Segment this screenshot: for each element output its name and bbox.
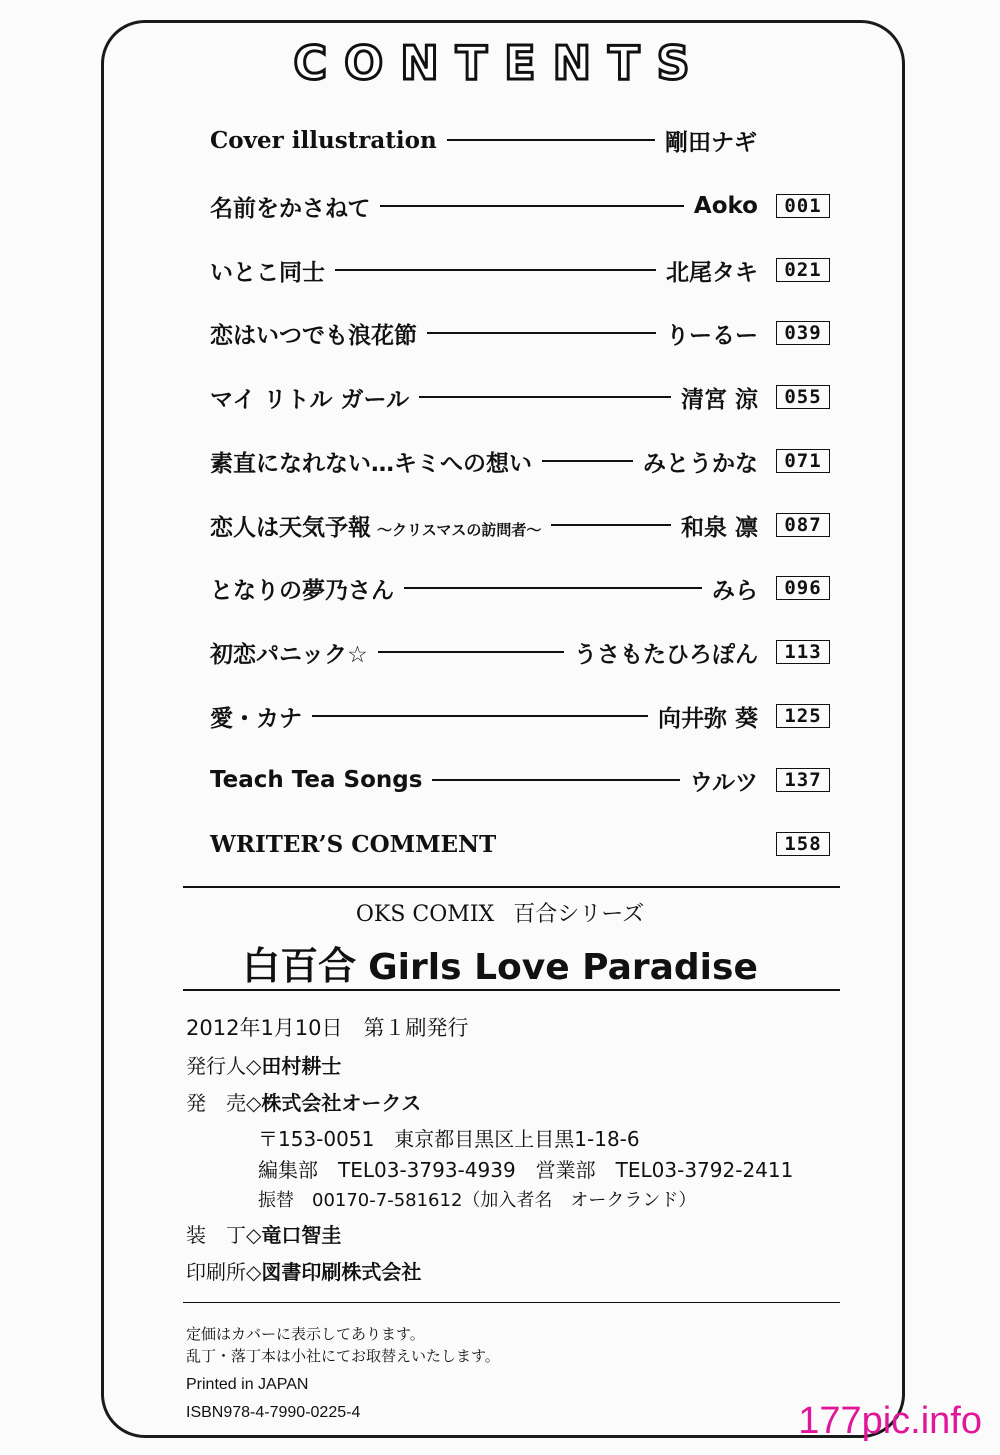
price-note: 定価はカバーに表示してあります。 [186, 1325, 425, 1343]
toc-author: 和泉 凛 [680, 514, 758, 541]
toc-row [210, 762, 830, 798]
toc-title-main: 恋人は天気予報 [210, 514, 371, 541]
toc-row [210, 826, 830, 862]
book-title [0, 935, 1000, 990]
toc-author: 北尾タキ [666, 259, 758, 286]
printed-in: Printed in JAPAN [186, 1376, 309, 1393]
toc-row [210, 188, 830, 224]
toc-page-number: 096 [776, 576, 830, 600]
leader-line [419, 396, 671, 398]
leader-line [380, 205, 683, 207]
toc-page-number: 137 [776, 768, 830, 792]
transfer-account: 振替 00170-7-581612（加入者名 オークランド） [258, 1190, 697, 1211]
divider [183, 1302, 840, 1303]
toc-title: マイ リトル ガール [210, 386, 410, 413]
toc-title: Cover illustration [210, 126, 437, 154]
toc-page-number: 158 [776, 832, 830, 856]
toc-page-number: 001 [776, 194, 830, 218]
designer-name: 竜口智圭 [261, 1223, 342, 1247]
printer-label: 印刷所◇ [186, 1260, 262, 1284]
toc-title: Teach Tea Songs [210, 767, 423, 793]
divider [183, 886, 840, 888]
toc-page-number: 087 [776, 513, 830, 537]
publication-date: 2012年1月10日 第１刷発行 [186, 1016, 469, 1040]
toc-title: WRITER’S COMMENT [210, 830, 497, 858]
publisher-label: 発行人◇ [186, 1054, 262, 1078]
watermark: 177pic.info [798, 1400, 982, 1442]
toc-author: 剛田ナギ [665, 129, 757, 156]
leader-line [427, 332, 656, 334]
toc-row [210, 315, 830, 351]
toc-row [210, 698, 830, 734]
leader-line [335, 269, 656, 271]
series-name: 百合シリーズ [513, 902, 645, 927]
toc-author: 向井弥 葵 [657, 705, 758, 732]
toc-subtitle: ～クリスマスの訪問者～ [377, 520, 542, 539]
toc-author: みとうかな [643, 450, 758, 477]
toc-row [210, 379, 830, 415]
leader-line [404, 587, 702, 589]
toc-title: 恋はいつでも浪花節 [210, 322, 417, 349]
series-line [0, 897, 1000, 928]
toc-row [210, 634, 830, 670]
toc-title: となりの夢乃さん [210, 577, 394, 604]
printer-name: 図書印刷株式会社 [261, 1260, 422, 1284]
toc-row [210, 570, 830, 606]
series-label: OKS COMIX [355, 902, 495, 927]
leader-line [551, 524, 671, 526]
toc-row [210, 122, 830, 158]
toc-page-number: 113 [776, 640, 830, 664]
toc-title: いとこ同士 [210, 259, 325, 286]
leader-line [432, 779, 679, 781]
toc-page-number: 125 [776, 704, 830, 728]
toc-title: 愛・カナ [210, 705, 302, 732]
toc-author: ウルツ [689, 769, 758, 796]
printer-line [186, 1256, 421, 1285]
toc-title: 名前をかさねて [210, 195, 371, 222]
seller-label: 発 売◇ [186, 1091, 262, 1115]
toc-title [210, 509, 541, 542]
contents-heading: CONTENTS [293, 36, 707, 90]
leader-line [378, 651, 564, 653]
seller-name: 株式会社オークス [261, 1091, 422, 1115]
seller-line [186, 1087, 421, 1116]
toc-row [210, 252, 830, 288]
toc-page-number: 039 [776, 321, 830, 345]
toc-page-number: 021 [776, 258, 830, 282]
book-title-jp: 白百合 [242, 944, 357, 988]
address: 〒153-0051 東京都目黒区上目黒1-18-6 [258, 1127, 640, 1151]
toc-author: うさもたひろぽん [574, 641, 758, 668]
toc-row [210, 507, 830, 543]
toc-author: 清宮 涼 [680, 386, 758, 413]
leader-line [542, 460, 633, 462]
leader-line [312, 715, 648, 717]
toc-author: みら [712, 577, 758, 604]
exchange-note: 乱丁・落丁本は小社にてお取替えいたします。 [186, 1347, 500, 1365]
toc-title: 初恋パニック☆ [210, 641, 368, 668]
design-line [186, 1219, 341, 1248]
toc-page-number: 055 [776, 385, 830, 409]
isbn: ISBN978-4-7990-0225-4 [186, 1404, 361, 1421]
book-title-en: Girls Love Paradise [368, 947, 758, 988]
publisher-line [186, 1050, 341, 1079]
design-label: 装 丁◇ [186, 1223, 262, 1247]
toc-author: りーるー [666, 322, 758, 349]
toc-title: 素直になれない…キミへの想い [210, 450, 532, 477]
phone-numbers: 編集部 TEL03-3793-4939 営業部 TEL03-3792-2411 [258, 1158, 794, 1182]
toc-page-number: 071 [776, 449, 830, 473]
divider [183, 989, 840, 991]
toc-author: Aoko [693, 193, 758, 219]
leader-line [447, 139, 655, 141]
toc-row [210, 443, 830, 479]
publisher-name: 田村耕士 [261, 1054, 342, 1078]
